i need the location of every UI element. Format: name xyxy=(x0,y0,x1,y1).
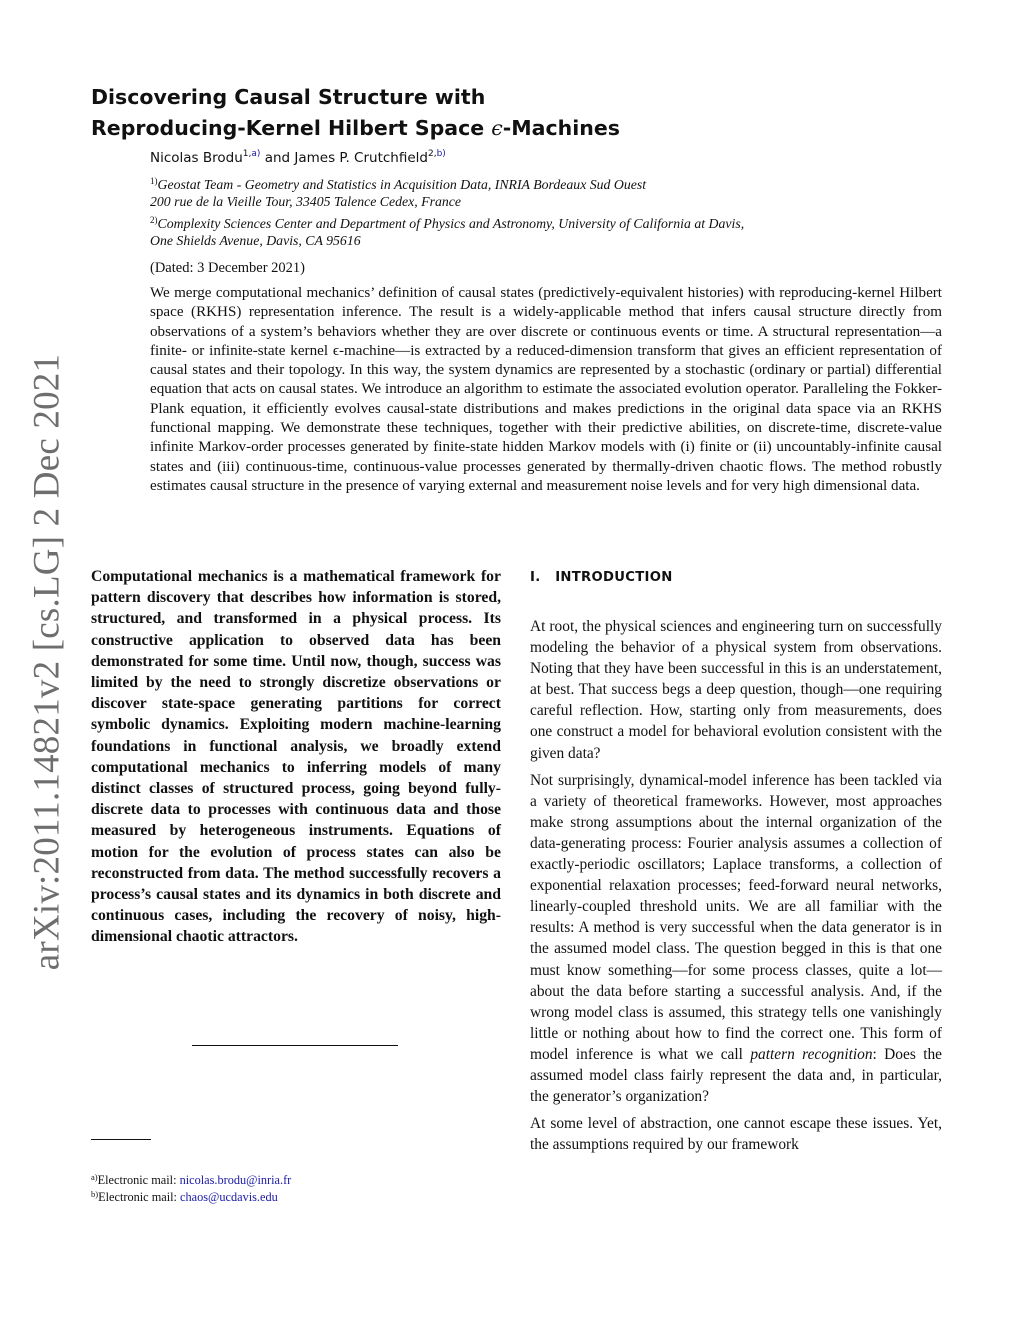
author-1-affil-mark: 1, xyxy=(242,149,252,159)
affiliation-2-text: Complexity Sciences Center and Department of Physics and Astronomy, University of California at Davis, xyxy=(157,216,745,231)
footnote-b xyxy=(91,1187,278,1205)
title-line-2-text: Reproducing-Kernel Hilbert Space xyxy=(91,116,492,140)
author-2: and James P. Crutchfield xyxy=(264,150,428,166)
section-heading-introduction: I. INTRODUCTION xyxy=(530,570,673,585)
affiliation-2-line-2: One Shields Avenue, Davis, CA 95616 xyxy=(150,233,361,248)
affiliation-1 xyxy=(150,173,950,210)
footnote-a-mark: a) xyxy=(91,1172,98,1182)
affiliation-1-text: Geostat Team - Geometry and Statistics in Acquisition Data, INRIA Bordeaux Sud Ouest xyxy=(157,177,647,192)
introduction-body xyxy=(530,616,942,1161)
intro-paragraph-1: At root, the physical sciences and engineering turn on successfully modeling the behavior of a physical system from observations. Noting that they have been successful in this is an understatement, at best. That success begs a deep question, though—one requiring careful reflection. How, starting only from measurements, does one construct a model for behavioral evolution consistent with the given data? xyxy=(530,618,942,762)
affiliation-2 xyxy=(150,212,950,249)
email-link-brodu[interactable]: nicolas.brodu@inria.fr xyxy=(179,1173,292,1187)
title-line-2 xyxy=(91,113,791,144)
arxiv-sidebar-stamp xyxy=(12,353,82,971)
epsilon-symbol: ϵ xyxy=(491,116,503,140)
footnote-divider xyxy=(91,1139,151,1140)
pattern-recognition-emphasis: pattern recognition xyxy=(750,1045,873,1063)
dated-line: (Dated: 3 December 2021) xyxy=(150,260,306,276)
affiliation-1-line-2: 200 rue de la Vieille Tour, 33405 Talence Cedex, France xyxy=(150,194,462,209)
intro-paragraph-2-end: : Does the assumed model class fairly represent the data and, in particular, the generator’s organization? xyxy=(530,1045,942,1106)
abstract: We merge computational mechanics’ definition of causal states (predictively-equivalent histories) with reproducing-kernel Hilbert space (RKHS) representation inference. The result is a widely-applicable method that infers causal structure directly from observations of a system’s behaviors whether they are over discrete or continuous events or time. A structural representation—a finite- or infinite-state kernel ϵ-machine—is extracted by a reduced-dimension transform that gives an efficient representation of causal states and their topology. In this way, the system dynamics are represented by a stochastic (ordinary or partial) differential equation that acts on causal states. We introduce an algorithm to estimate the associated evolution operator. Paralleling the Fokker-Plank equation, it efficiently evolves causal-state distributions and makes predictions in the original data space via an RKHS functional mapping. We demonstrate these techniques, together with their predictive abilities, on discrete-time, discrete-value infinite Markov-order processes generated by finite-state hidden Markov models with (i) finite or (ii) uncountably-infinite causal states and (iii) continuous-time, continuous-value processes generated by thermally-driven chaotic flows. The method robustly estimates causal structure in the presence of varying external and measurement noise levels and for very high dimensional data. xyxy=(150,285,942,494)
intro-paragraph-3: At some level of abstraction, one cannot escape these issues. Yet, the assumptions required by our framework xyxy=(530,1115,942,1154)
affiliation-2-mark: 2) xyxy=(150,215,158,225)
footnote-b-label: Electronic mail: xyxy=(98,1190,181,1204)
email-link-crutchfield[interactable]: chaos@ucdavis.edu xyxy=(180,1190,278,1204)
title-line-1: Discovering Causal Structure with xyxy=(91,85,486,109)
author-1-footnote-link[interactable]: a) xyxy=(251,149,261,159)
summary-divider xyxy=(192,1045,398,1046)
intro-paragraph-2 xyxy=(530,770,942,1108)
footnote-a-label: Electronic mail: xyxy=(97,1173,180,1187)
author-2-affil-mark: 2, xyxy=(427,149,437,159)
paper-title xyxy=(91,82,791,144)
affiliation-2-line-1 xyxy=(150,212,950,232)
intro-paragraph-2-text: Not surprisingly, dynamical-model inference has been tackled via a variety of theoretical frameworks. However, most approaches make strong assumptions about the internal organization of the data-generating process: Fourier analysis assumes a collection of exactly-periodic oscillators; Laplace transforms, a collection of exponential relaxation processes; feed-forward neural networks, linearly-coupled threshold units. We are all familiar with the results: A method is very successful when the data generator is in the assumed model class. The question begged in this is that one must know something—for some process classes, quite a lot— about the data before starting a successful analysis. And, if the wrong model class is assumed, this strategy tells one vanishingly little or nothing about how to find the correct one. This form of model inference is what we call xyxy=(530,771,942,1063)
author-1: Nicolas Brodu xyxy=(150,150,243,166)
arxiv-id: arXiv:2011.14821v2 [cs.LG] 2 Dec 2021 xyxy=(26,353,68,971)
authors-line xyxy=(150,149,446,166)
affiliation-1-mark: 1) xyxy=(150,176,158,186)
footnote-a xyxy=(91,1170,291,1188)
footnote-b-mark: b) xyxy=(91,1189,99,1199)
lay-summary: Computational mechanics is a mathematical framework for pattern discovery that describes how information is stored, structured, and transformed in a physical process. Its constructive application to observed data has been demonstrated for some time. Until now, though, success was limited by the need to strongly discretize observations or discover state-space generating partitions for correct symbolic dynamics. Exploiting modern machine-learning foundations in functional analysis, we broadly extend computational mechanics to inferring models of many distinct classes of structured process, going beyond fully-discrete data to processes with continuous data and those measured by heterogeneous instruments. Equations of motion for the evolution of process states can also be reconstructed from data. The method successfully recovers a process’s causal states and its dynamics in both discrete and continuous cases, including the recovery of noisy, high-dimensional chaotic attractors. xyxy=(91,568,501,946)
title-line-2-suffix: -Machines xyxy=(502,116,620,140)
affiliation-1-line-1 xyxy=(150,173,950,193)
author-2-footnote-link[interactable]: b) xyxy=(436,149,446,159)
